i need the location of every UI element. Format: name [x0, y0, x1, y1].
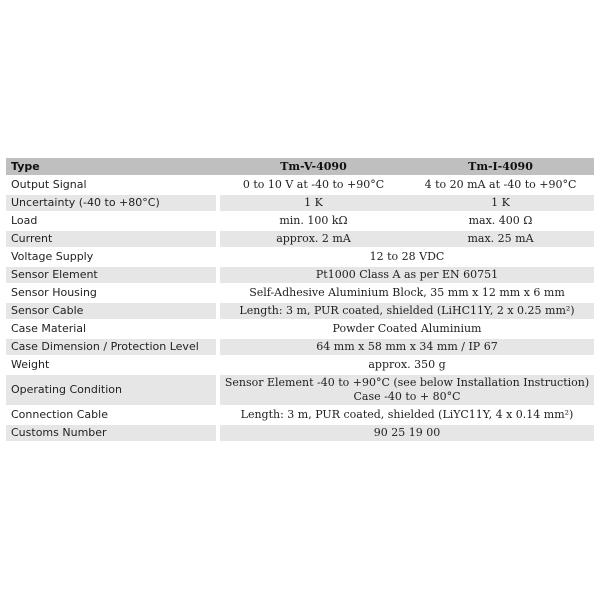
row-sensor-housing	[6, 285, 594, 301]
cell-shared-value: 64 mm x 58 mm x 34 mm / IP 67	[220, 339, 594, 355]
cell-shared-value: Length: 3 m, PUR coated, shielded (LiYC11Y, 4 x 0.14 mm²)	[220, 407, 594, 423]
header-tm-v-4090: Tm-V-4090	[220, 158, 407, 175]
row-case-material	[6, 321, 594, 337]
row-operating-condition	[6, 375, 594, 405]
row-label: Uncertainty (-40 to +80°C)	[6, 195, 216, 211]
row-label: Customs Number	[6, 425, 216, 441]
specification-table	[6, 156, 594, 443]
row-sensor-element	[6, 267, 594, 283]
cell-v-value: 1 K	[220, 195, 407, 211]
row-connection-cable	[6, 407, 594, 423]
row-label: Load	[6, 213, 216, 229]
row-weight	[6, 357, 594, 373]
operating-condition-line-2: Case -40 to + 80°C	[353, 390, 461, 403]
row-customs-number	[6, 425, 594, 441]
row-current	[6, 231, 594, 247]
cell-v-value: 0 to 10 V at -40 to +90°C	[220, 177, 407, 193]
row-uncertainty	[6, 195, 594, 211]
row-label: Current	[6, 231, 216, 247]
row-label: Weight	[6, 357, 216, 373]
row-sensor-cable	[6, 303, 594, 319]
cell-shared-value: Self-Adhesive Aluminium Block, 35 mm x 12 mm x 6 mm	[220, 285, 594, 301]
row-label: Case Dimension / Protection Level	[6, 339, 216, 355]
row-label: Sensor Element	[6, 267, 216, 283]
cell-i-value: max. 25 mA	[407, 231, 594, 247]
table-header-row	[6, 158, 594, 175]
row-label: Case Material	[6, 321, 216, 337]
header-tm-i-4090: Tm-I-4090	[407, 158, 594, 175]
row-load	[6, 213, 594, 229]
cell-v-value: approx. 2 mA	[220, 231, 407, 247]
cell-shared-value: approx. 350 g	[220, 357, 594, 373]
row-label: Voltage Supply	[6, 249, 216, 265]
row-output-signal	[6, 177, 594, 193]
row-label: Operating Condition	[6, 375, 216, 405]
row-label: Connection Cable	[6, 407, 216, 423]
operating-condition-line-1: Sensor Element -40 to +90°C (see below Installation Instruction)	[224, 376, 590, 389]
cell-v-value: min. 100 kΩ	[220, 213, 407, 229]
cell-shared-value: Pt1000 Class A as per EN 60751	[220, 267, 594, 283]
row-voltage-supply	[6, 249, 594, 265]
cell-shared-value: Powder Coated Aluminium	[220, 321, 594, 337]
row-case-dimension	[6, 339, 594, 355]
cell-shared-value	[220, 375, 594, 405]
cell-shared-value: 12 to 28 VDC	[220, 249, 594, 265]
row-label: Sensor Cable	[6, 303, 216, 319]
cell-shared-value: Length: 3 m, PUR coated, shielded (LiHC11Y, 2 x 0.25 mm²)	[220, 303, 594, 319]
row-label: Output Signal	[6, 177, 216, 193]
cell-i-value: 4 to 20 mA at -40 to +90°C	[407, 177, 594, 193]
cell-i-value: 1 K	[407, 195, 594, 211]
cell-shared-value: 90 25 19 00	[220, 425, 594, 441]
header-type: Type	[6, 158, 216, 175]
row-label: Sensor Housing	[6, 285, 216, 301]
cell-i-value: max. 400 Ω	[407, 213, 594, 229]
